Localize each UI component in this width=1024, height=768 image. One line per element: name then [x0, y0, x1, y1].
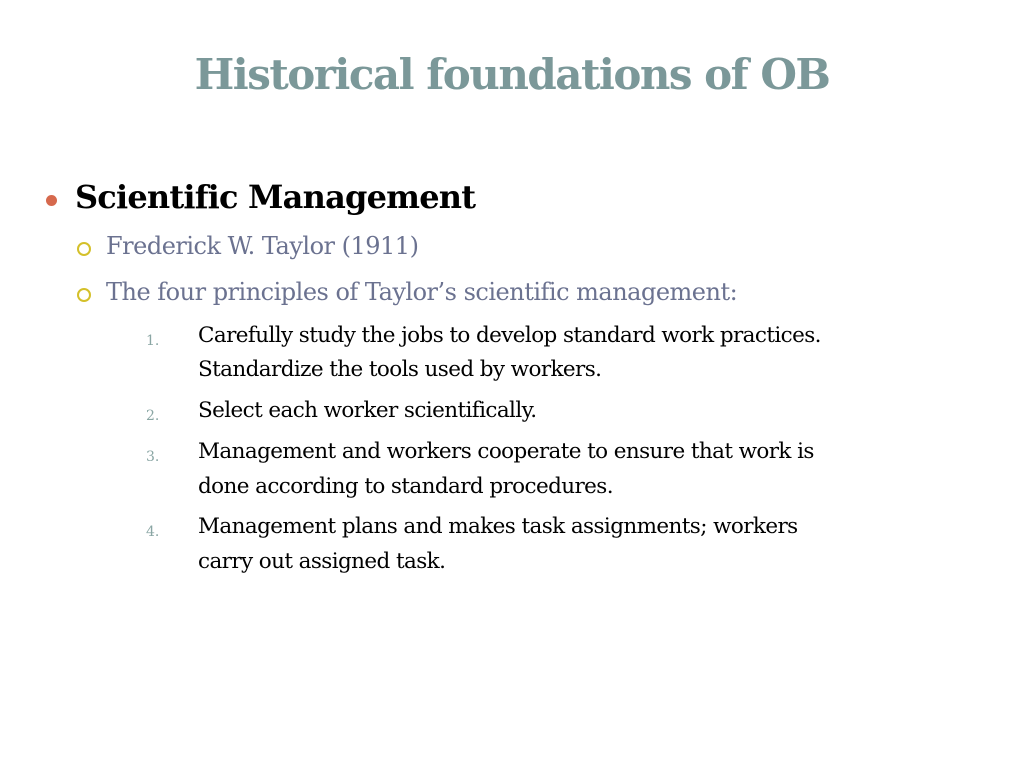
principle-text: Management plans and makes task assignments; workers — [198, 514, 798, 539]
list-number: 4. — [146, 524, 160, 540]
list-number: 2. — [146, 408, 160, 424]
principle-text: Management and workers cooperate to ensure that work is — [198, 439, 814, 464]
slide-title: Historical foundations of OB — [194, 50, 830, 99]
principle-text: carry out assigned task. — [198, 549, 446, 574]
principle-text: Select each worker scientifically. — [198, 398, 537, 423]
circle-bullet-icon — [77, 288, 91, 302]
bullet-icon — [46, 195, 57, 206]
principle-text: Carefully study the jobs to develop standard work practices. — [198, 323, 821, 348]
principle-text: Standardize the tools used by workers. — [198, 357, 602, 382]
list-number: 3. — [146, 449, 160, 465]
principle-text: done according to standard procedures. — [198, 474, 613, 499]
sub-bullet-text: Frederick W. Taylor (1911) — [106, 232, 419, 260]
sub-bullet-text: The four principles of Taylor’s scientific management: — [106, 278, 738, 306]
list-number: 1. — [146, 333, 160, 349]
bullet-heading: Scientific Management — [75, 178, 476, 216]
circle-bullet-icon — [77, 242, 91, 256]
